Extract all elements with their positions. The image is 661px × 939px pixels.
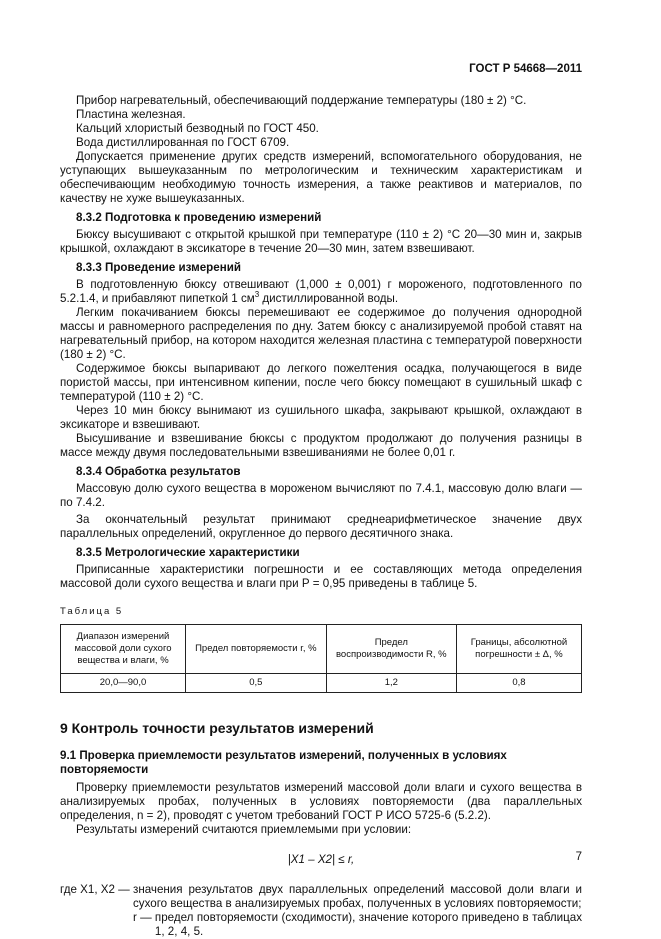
definition-row <box>60 911 582 939</box>
table-cell: 0,8 <box>456 674 581 693</box>
table-caption: Таблица 5 <box>60 606 124 617</box>
definitions <box>60 883 582 939</box>
section-heading: 8.3.3 Проведение измерений <box>76 261 241 274</box>
table-cell: 20,0—90,0 <box>61 674 186 693</box>
table-cell: 0,5 <box>186 674 327 693</box>
metrology-table <box>60 624 582 693</box>
definition-term: r — <box>133 911 152 924</box>
paragraph: За окончательный результат принимают среднеарифметическое значение двух параллельных определений, округленное до первого десятичного знака. <box>60 513 582 540</box>
definition-term: где X1, X2 — <box>60 883 130 896</box>
paragraph: Через 10 мин бюксу вынимают из сушильного шкафа, закрывают крышкой, охлаждают в эксикаторе и взвешивают. <box>60 404 582 431</box>
section-heading: 8.3.4 Обработка результатов <box>76 465 241 478</box>
section-heading: 8.3.5 Метрологические характеристики <box>76 546 300 559</box>
equipment-note: Допускается применение других средств измерений, вспомогательного оборудования, не уступающих вышеуказанным по метрологическим и техническим характеристикам и обеспечивающим необходимую точность измерения, а также реактивов и материалов, по качеству не хуже вышеуказанных. <box>60 150 582 205</box>
paragraph: Легким покачиванием бюксы перемешивают ее содержимое до получения однородной массы и равномерного распределения по дну. Затем бюксу с анализируемой пробой ставят на нагревательный прибор, на котором находится железная пластина с температурой поверхности (180 ± 2) °С. <box>60 306 582 361</box>
paragraph: Бюксу высушивают с открытой крышкой при температуре (110 ± 2) °С 20—30 мин и, закрыв крышкой, охлаждают в эксикаторе в течение 20—30 мин, затем взвешивают. <box>60 228 582 255</box>
page-number: 7 <box>575 851 582 863</box>
paragraph: Высушивание и взвешивание бюксы с продуктом продолжают до получения разницы в массе между двумя последовательными взвешиваниями не более 0,01 г. <box>60 432 582 459</box>
table-header: Предел повторяемости r, % <box>186 625 327 674</box>
table-row <box>61 674 582 693</box>
paragraph-text: дистиллированной воды. <box>259 292 399 305</box>
definition-text: предел повторяемости (сходимости), значение которого приведено в таблицах 1, 2, 4, 5. <box>154 911 582 938</box>
table-header: Диапазон измерений массовой доли сухого вещества и влаги, % <box>61 625 186 674</box>
table-header: Границы, абсолютной погрешности ± Δ, % <box>456 625 581 674</box>
paragraph-text: В подготовленную бюксу отвешивают (1,000 ± 0,001) г мороженого, подготовленного по 5.2.1.4, и прибавляют пипеткой 1 см <box>60 278 582 305</box>
page-body <box>60 94 582 939</box>
paragraph: Результаты измерений считаются приемлемыми при условии: <box>76 823 412 836</box>
equipment-item: Кальций хлористый безводный по ГОСТ 450. <box>76 122 319 135</box>
equipment-item: Пластина железная. <box>76 108 186 121</box>
paragraph: Массовую долю сухого вещества в мороженом вычисляют по 7.4.1, массовую долю влаги — по 7.4.2. <box>60 482 582 509</box>
definition-text: значения результатов двух параллельных определений массовой доли влаги и сухого вещества в анализируемых пробах, полученных в условиях повторяемости; <box>133 883 582 910</box>
formula: |X1 – X2| ≤ r, <box>287 853 355 866</box>
superscript: 3 <box>254 290 260 300</box>
paragraph <box>60 278 582 306</box>
paragraph: Проверку приемлемости результатов измерений массовой доли влаги и сухого вещества в анализируемых пробах, полученных в условиях повторяемости (два параллельных определения, n = 2), проводят с учетом требований ГОСТ Р ИСО 5725-6 (5.2.2). <box>60 781 582 822</box>
paragraph: Приписанные характеристики погрешности и ее составляющих метода определения массовой доли сухого вещества и влаги при Р = 0,95 приведены в таблице 5. <box>60 563 582 590</box>
table-cell: 1,2 <box>326 674 456 693</box>
equipment-item: Вода дистиллированная по ГОСТ 6709. <box>76 136 290 149</box>
paragraph: Содержимое бюксы выпаривают до легкого пожелтения осадка, получающегося в виде пористой массы, при интенсивном кипении, после чего бюксу помещают в сушильный шкаф с температурой (110 ± 2) °С. <box>60 362 582 403</box>
definition-row <box>60 883 582 911</box>
table-header: Предел воспроизводимости R, % <box>326 625 456 674</box>
table-header-row <box>61 625 582 674</box>
standard-code: ГОСТ Р 54668—2011 <box>469 63 582 75</box>
section-heading: 8.3.2 Подготовка к проведению измерений <box>76 211 322 224</box>
subsection-heading: 9.1 Проверка приемлемости результатов измерений, полученных в условиях повторяемости <box>60 749 507 776</box>
equipment-item: Прибор нагревательный, обеспечивающий поддержание температуры (180 ± 2) °С. <box>76 94 527 107</box>
chapter-heading: 9 Контроль точности результатов измерений <box>60 720 374 736</box>
